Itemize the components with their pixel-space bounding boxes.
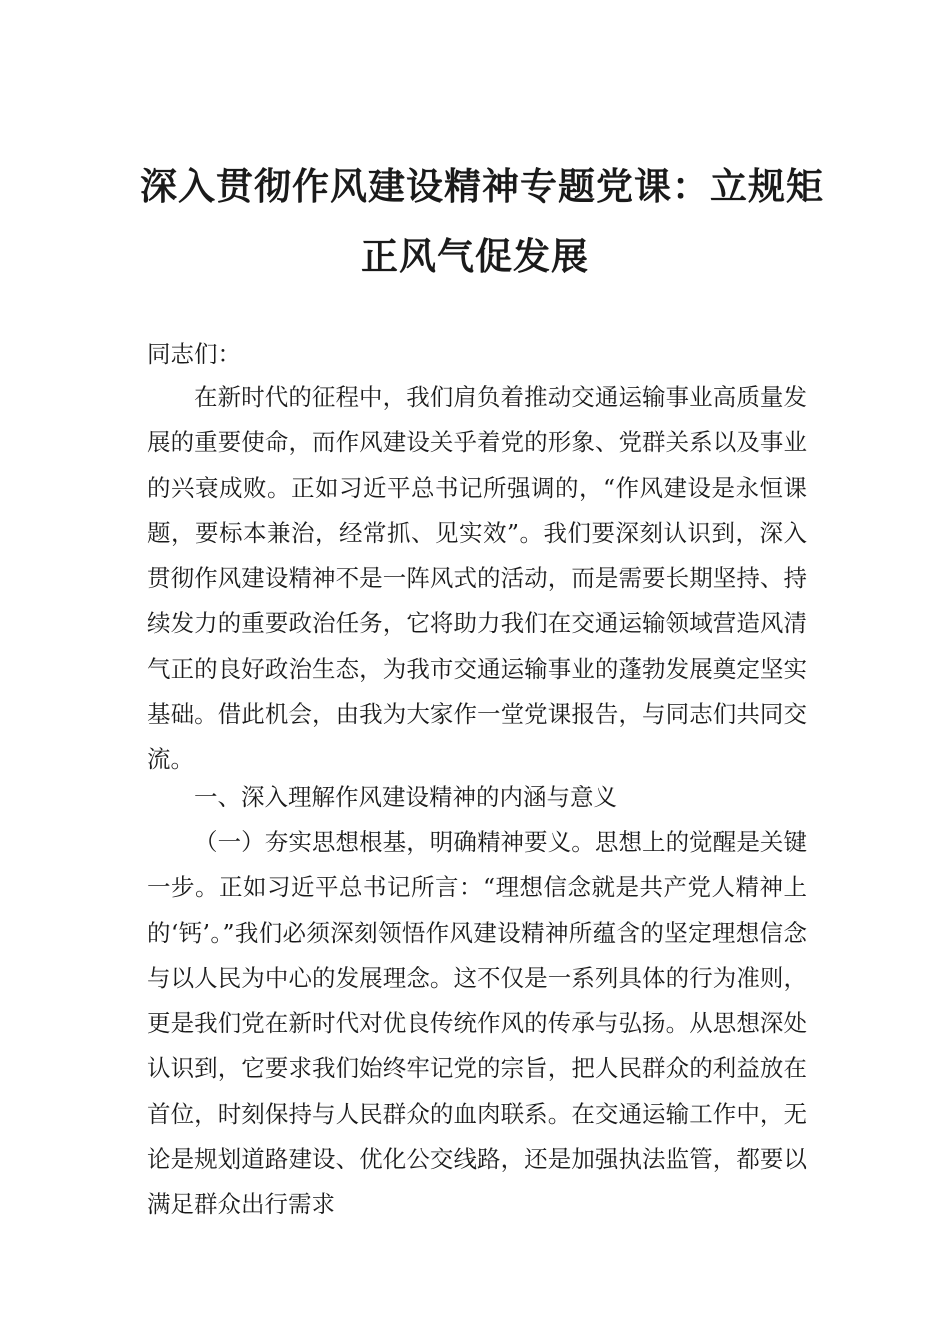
document-title-line-2: 正风气促发展 — [361, 234, 589, 278]
salutation: 同志们： — [147, 340, 241, 368]
document-title-line-1: 深入贯彻作风建设精神专题党课：立规矩 — [140, 164, 824, 208]
paragraph-intro: 在新时代的征程中，我们肩负着推动交通运输事业高质量发展的重要使命，而作风建设关乎着党的形象、党群关系以及事业的兴衰成败。正如习近平总书记所强调的，“作风建设是永恒课题，要标本兼治，经常抓、见实效”。我们要深刻认识到，深入贯彻作风建设精神不是一阵风式的活动，而是需要长期坚持、持续发力的重要政治任务，它将助力我们在交通运输领域营造风清气正的良好政治生态，为我市交通运输事业的蓬勃发展奠定坚实基础。借此机会，由我为大家作一堂党课报告，与同志们共同交流。 — [147, 383, 807, 774]
section-heading-1: 一、深入理解作风建设精神的内涵与意义 — [194, 783, 617, 811]
paragraph-section-1-1: （一）夯实思想根基，明确精神要义。思想上的觉醒是关键一步。正如习近平总书记所言：“理想信念就是共产党人精神上的‘钙’。”我们必须深刻领悟作风建设精神所蕴含的坚定理想信念与以人民为中心的发展理念。这不仅是一系列具体的行为准则，更是我们党在新时代对优良传统作风的传承与弘扬。从思想深处认识到，它要求我们始终牢记党的宗旨，把人民群众的利益放在首位，时刻保持与人民群众的血肉联系。在交通运输工作中，无论是规划道路建设、优化公交线路，还是加强执法监管，都要以满足群众出行需求 — [147, 828, 807, 1219]
